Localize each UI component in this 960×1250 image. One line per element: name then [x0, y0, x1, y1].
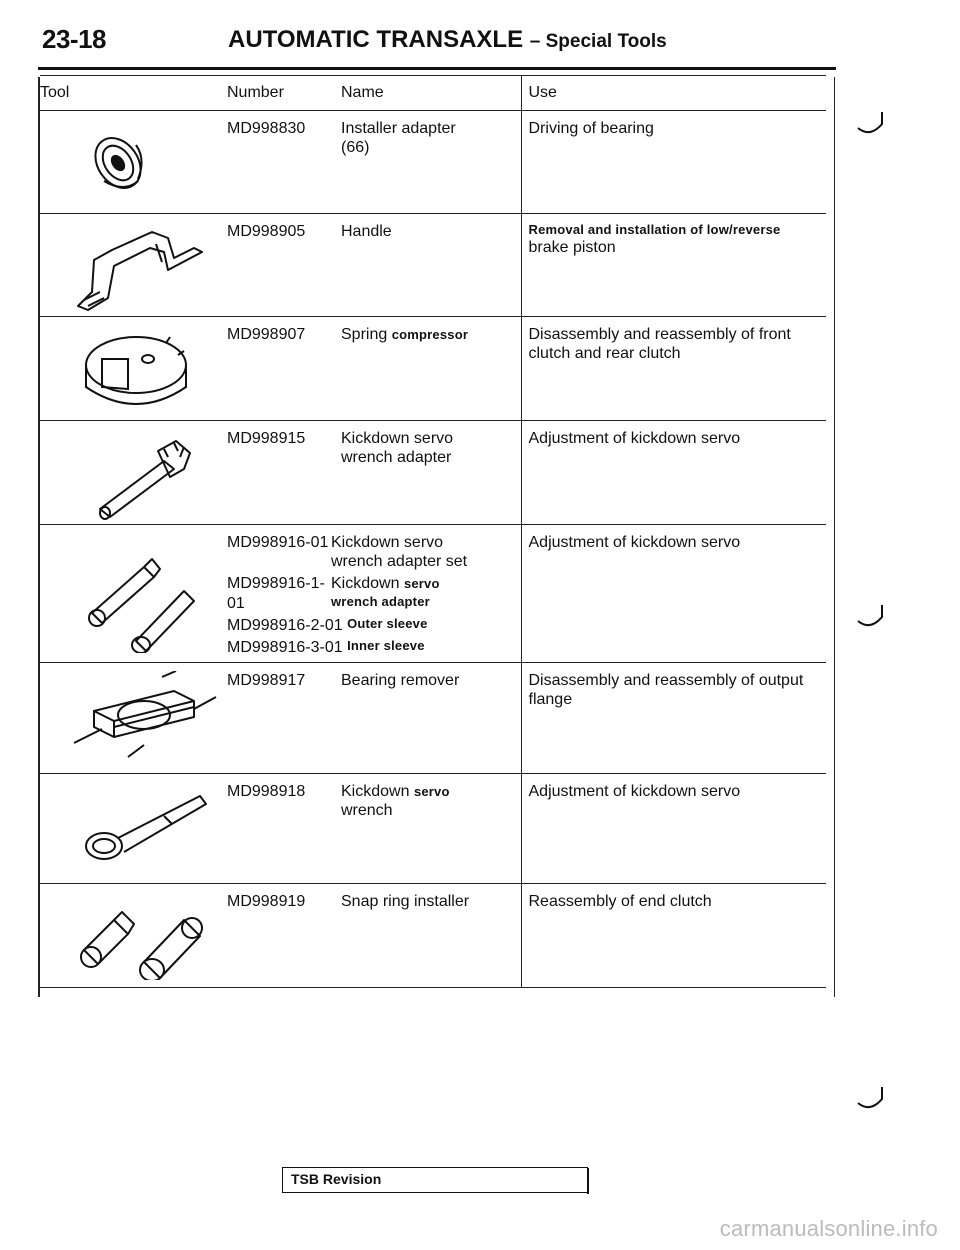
installer-adapter-icon	[44, 119, 224, 209]
sub-tool-name: Inner sleeve	[347, 637, 425, 653]
table-row	[40, 525, 826, 663]
tool-use-line1: Disassembly and reassembly of front	[528, 326, 791, 343]
tool-use: Adjustment of kickdown servo	[521, 774, 826, 884]
tool-cell	[40, 663, 227, 774]
tool-use: Adjustment of kickdown servo	[521, 421, 826, 525]
table-row	[40, 884, 826, 988]
table-row	[40, 214, 826, 317]
wrench-adapter-set-icon	[44, 533, 224, 653]
tool-name-text: Kickdown	[341, 783, 410, 800]
tool-name-line2: wrench adapter	[341, 449, 452, 467]
tool-name-bold: compressor	[391, 327, 469, 342]
page-title	[228, 26, 667, 54]
tool-use: Reassembly of end clutch	[521, 884, 826, 988]
tool-name	[341, 774, 521, 884]
sub-tool-number: MD998916-1-01	[227, 575, 325, 612]
tool-use	[521, 317, 826, 421]
tool-number: MD998915	[227, 421, 341, 525]
tool-number: MD998917	[227, 663, 341, 774]
tool-use: Adjustment of kickdown servo	[521, 525, 826, 663]
tool-use-line2: clutch and rear clutch	[528, 345, 681, 363]
page-title-text: AUTOMATIC TRANSAXLE	[228, 26, 524, 53]
tool-cell	[40, 884, 227, 988]
tool-name-bold: servo	[413, 784, 450, 799]
page-number: 23-18	[42, 24, 106, 54]
page-header	[38, 22, 838, 56]
tool-number: MD998918	[227, 774, 341, 884]
tool-number: MD998919	[227, 884, 341, 988]
table-row	[40, 111, 826, 214]
tool-name: Handle	[341, 214, 521, 317]
tsb-revision-label: TSB Revision	[291, 1171, 382, 1187]
table-row	[40, 774, 826, 884]
sub-tool-name-bold: servo	[403, 576, 440, 592]
tool-name-line2: wrench adapter set	[331, 553, 468, 571]
kickdown-servo-wrench-icon	[44, 782, 224, 878]
sub-tool-name-text: Kickdown	[331, 575, 400, 593]
tool-use-line2: brake piston	[528, 238, 616, 256]
sub-tool-number: MD998916-3-01	[227, 638, 343, 656]
tool-name-line2: wrench	[341, 802, 393, 820]
tool-use-line1: Disassembly and reassembly of output	[528, 672, 804, 689]
sub-tool-name	[331, 574, 440, 612]
tool-cell	[40, 214, 227, 317]
tool-cell	[40, 525, 227, 663]
tool-use	[521, 214, 826, 317]
tool-use-line2: flange	[528, 691, 573, 709]
sub-tool-name-line2: wrench adapter	[331, 593, 430, 609]
tool-name	[341, 317, 521, 421]
tool-cell	[40, 111, 227, 214]
sub-tool-name: Outer sleeve	[347, 615, 428, 631]
tool-number-and-name	[227, 525, 521, 663]
bearing-remover-icon	[44, 671, 224, 769]
sub-tool-number: MD998916-2-01	[227, 616, 343, 634]
page-subtitle: – Special Tools	[529, 31, 667, 52]
table-row	[40, 317, 826, 421]
col-header-name: Name	[341, 76, 521, 111]
tool-name-text: Spring	[341, 326, 388, 343]
tool-name-line1: Kickdown servo	[341, 430, 454, 447]
tool-name-line1: Kickdown servo	[331, 534, 444, 551]
watermark: carmanualsonline.info	[719, 1216, 938, 1241]
header-rule	[38, 67, 836, 70]
tool-name	[331, 533, 467, 571]
tool-name-line1: Installer adapter	[341, 120, 456, 137]
table-header-row	[40, 76, 826, 111]
tool-cell	[40, 421, 227, 525]
col-header-use: Use	[521, 76, 826, 111]
tsb-revision-box	[282, 1167, 588, 1193]
right-margin-line	[834, 77, 835, 997]
table-row	[40, 421, 826, 525]
tool-cell	[40, 774, 227, 884]
special-tools-table	[40, 75, 826, 988]
tool-name	[341, 421, 521, 525]
tool-number: MD998830	[227, 111, 341, 214]
spring-compressor-icon	[44, 325, 224, 417]
tool-use: Driving of bearing	[521, 111, 826, 214]
tool-number: MD998907	[227, 317, 341, 421]
tool-number: MD998905	[227, 214, 341, 317]
tool-use-line1: Removal and installation of low/reverse	[528, 222, 781, 237]
table-row	[40, 663, 826, 774]
tool-name: Bearing remover	[341, 663, 521, 774]
tool-use	[521, 663, 826, 774]
handle-icon	[44, 222, 224, 314]
tool-name	[341, 111, 521, 214]
tool-number: MD998916-01	[227, 534, 329, 551]
col-header-tool: Tool	[40, 76, 227, 111]
snap-ring-installer-icon	[44, 892, 224, 980]
tool-name: Snap ring installer	[341, 884, 521, 988]
binding-mark-icon	[856, 112, 886, 138]
tool-cell	[40, 317, 227, 421]
tool-name-line2: (66)	[341, 139, 370, 157]
binding-mark-icon	[856, 1087, 886, 1113]
binding-mark-icon	[856, 605, 886, 631]
kickdown-servo-wrench-adapter-icon	[44, 429, 224, 521]
col-header-number: Number	[227, 76, 341, 111]
